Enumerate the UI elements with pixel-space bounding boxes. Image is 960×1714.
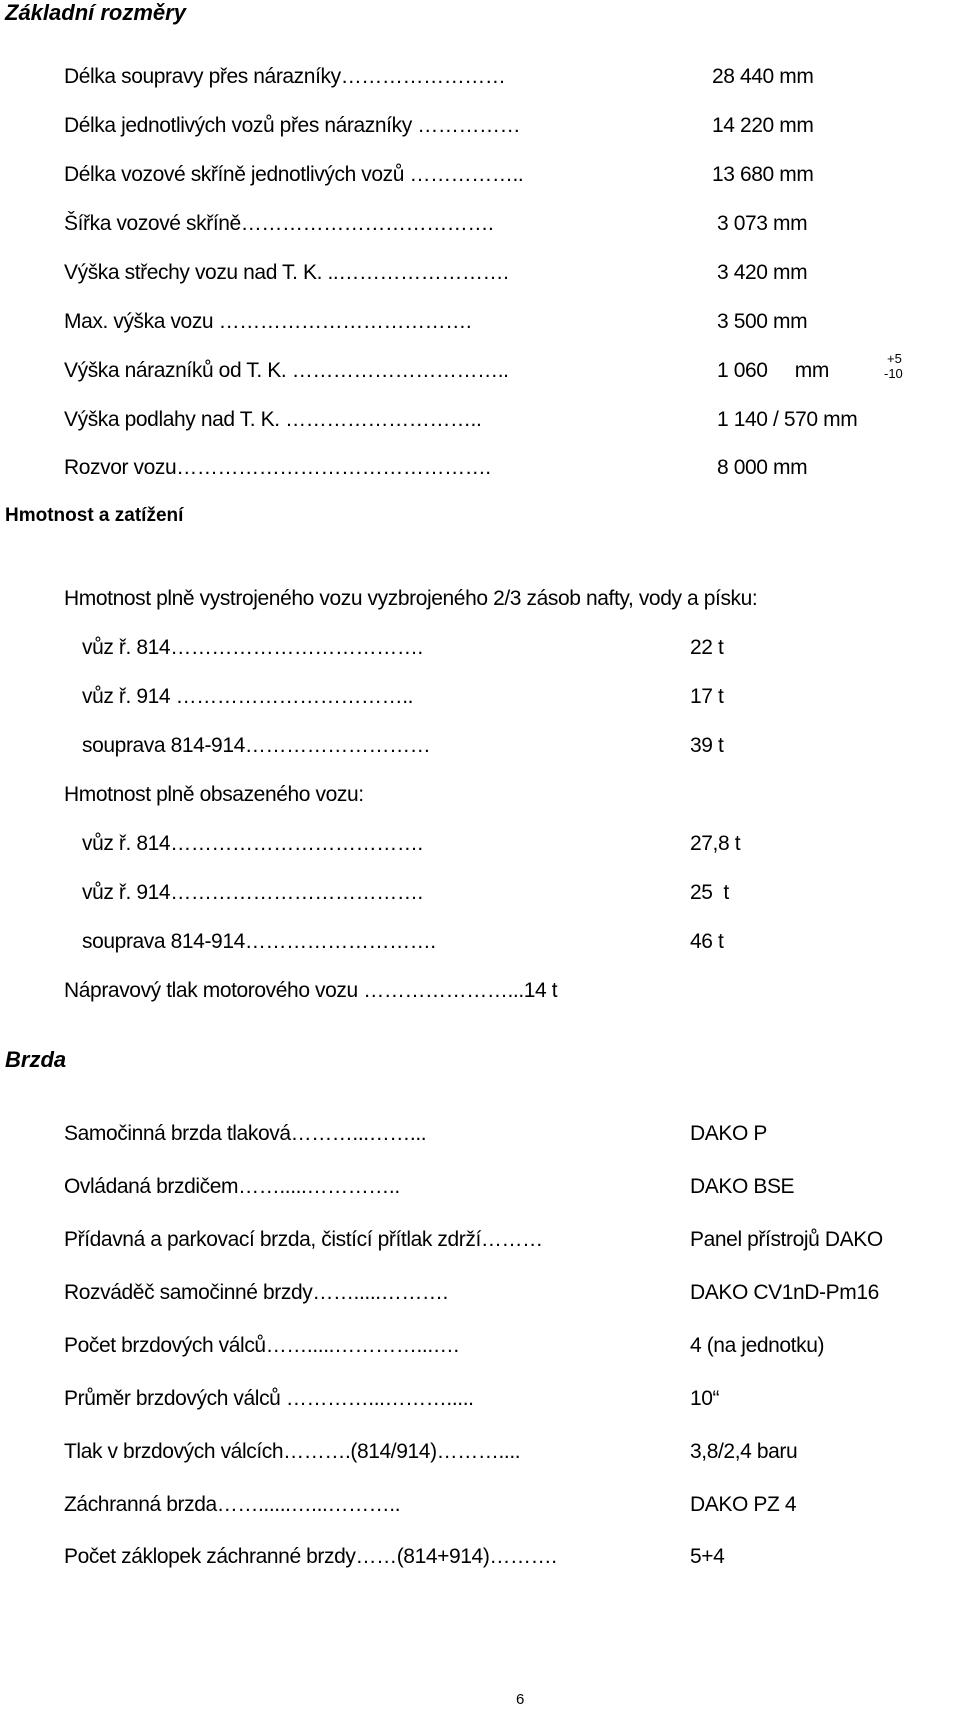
dimension-label: Výška podlahy nad T. K. ……………………….. (64, 408, 482, 431)
brake-value: DAKO CV1nD-Pm16 (690, 1281, 879, 1304)
brake-value: Panel přístrojů DAKO (690, 1228, 883, 1251)
dimension-value: 3 500 mm (717, 310, 808, 333)
section-heading-basic-dimensions: Základní rozměry (5, 0, 186, 25)
axle-load-line: Nápravový tlak motorového vozu …………………...14 t (64, 979, 558, 1002)
tolerance-minus: -10 (884, 366, 903, 381)
equipped-mass-title: Hmotnost plně vystrojeného vozu vyzbrojeného 2/3 zásob nafty, vody a písku: (64, 587, 758, 610)
dimension-label: Výška nárazníků od T. K. ………………………….. (64, 359, 509, 382)
mass-label: vůz ř. 914………………………………. (82, 881, 423, 904)
dimension-label: Délka vozové skříně jednotlivých vozů …………….. (64, 163, 524, 186)
dimension-label: Max. výška vozu ………………………………. (64, 310, 472, 333)
brake-value: DAKO BSE (690, 1175, 795, 1198)
mass-label: souprava 814-914……………………… (82, 734, 431, 757)
brake-value: 5+4 (690, 1545, 725, 1568)
brake-label: Rozváděč samočinné brzdy…….....………. (64, 1281, 448, 1304)
dimension-value: 1 140 / 570 mm (717, 408, 858, 431)
brake-value: 10“ (690, 1387, 720, 1410)
brake-value: DAKO P (690, 1122, 767, 1145)
mass-value: 17 t (690, 685, 724, 708)
dimension-value: 28 440 mm (712, 65, 814, 88)
section-heading-mass-and-load: Hmotnost a zatížení (5, 505, 184, 526)
mass-label: souprava 814-914………………………. (82, 930, 436, 953)
brake-label: Samočinná brzda tlaková………...……... (64, 1122, 427, 1145)
brake-label: Počet záklopek záchranné brzdy……(814+914)………. (64, 1545, 557, 1568)
dimension-value: 3 073 mm (717, 212, 808, 235)
tolerance-plus: +5 (887, 351, 902, 366)
mass-value: 39 t (690, 734, 724, 757)
brake-value: 3,8/2,4 baru (690, 1440, 798, 1463)
mass-value: 22 t (690, 636, 724, 659)
mass-value: 25 t (690, 881, 729, 904)
brake-label: Počet brzdových válců…….....…………...…. (64, 1334, 459, 1357)
brake-label: Ovládaná brzdičem…….....………….. (64, 1175, 400, 1198)
dimension-value: 3 420 mm (717, 261, 808, 284)
mass-value: 27,8 t (690, 832, 741, 855)
mass-value: 46 t (690, 930, 724, 953)
dimension-label: Šířka vozové skříně………………………………. (64, 212, 494, 235)
dimension-label: Rozvor vozu………………………………………. (64, 456, 491, 479)
page-number: 6 (516, 1691, 525, 1708)
brake-value: 4 (na jednotku) (690, 1334, 825, 1357)
section-heading-brake: Brzda (5, 1047, 67, 1072)
mass-label: vůz ř. 814………………………………. (82, 832, 423, 855)
mass-label: vůz ř. 914 …………………………….. (82, 685, 414, 708)
dimension-value: 13 680 mm (712, 163, 814, 186)
brake-label: Tlak v brzdových válcích……….(814/914)……….... (64, 1440, 521, 1463)
dimension-label: Výška střechy vozu nad T. K. ..……………………. (64, 261, 509, 284)
mass-label: vůz ř. 814………………………………. (82, 636, 423, 659)
brake-label: Průměr brzdových válců …………...………..... (64, 1387, 474, 1410)
dimension-label: Délka soupravy přes nárazníky…………………… (64, 65, 506, 88)
occupied-mass-title: Hmotnost plně obsazeného vozu: (64, 783, 364, 806)
dimension-value: 1 060 mm (717, 359, 829, 382)
brake-label: Záchranná brzda……......…...……….. (64, 1493, 401, 1516)
dimension-value: 8 000 mm (717, 456, 808, 479)
dimension-value: 14 220 mm (712, 114, 814, 137)
brake-label: Přídavná a parkovací brzda, čistící přítlak zdrží……… (64, 1228, 543, 1251)
dimension-label: Délka jednotlivých vozů přes nárazníky …………… (64, 114, 521, 137)
brake-value: DAKO PZ 4 (690, 1493, 797, 1516)
